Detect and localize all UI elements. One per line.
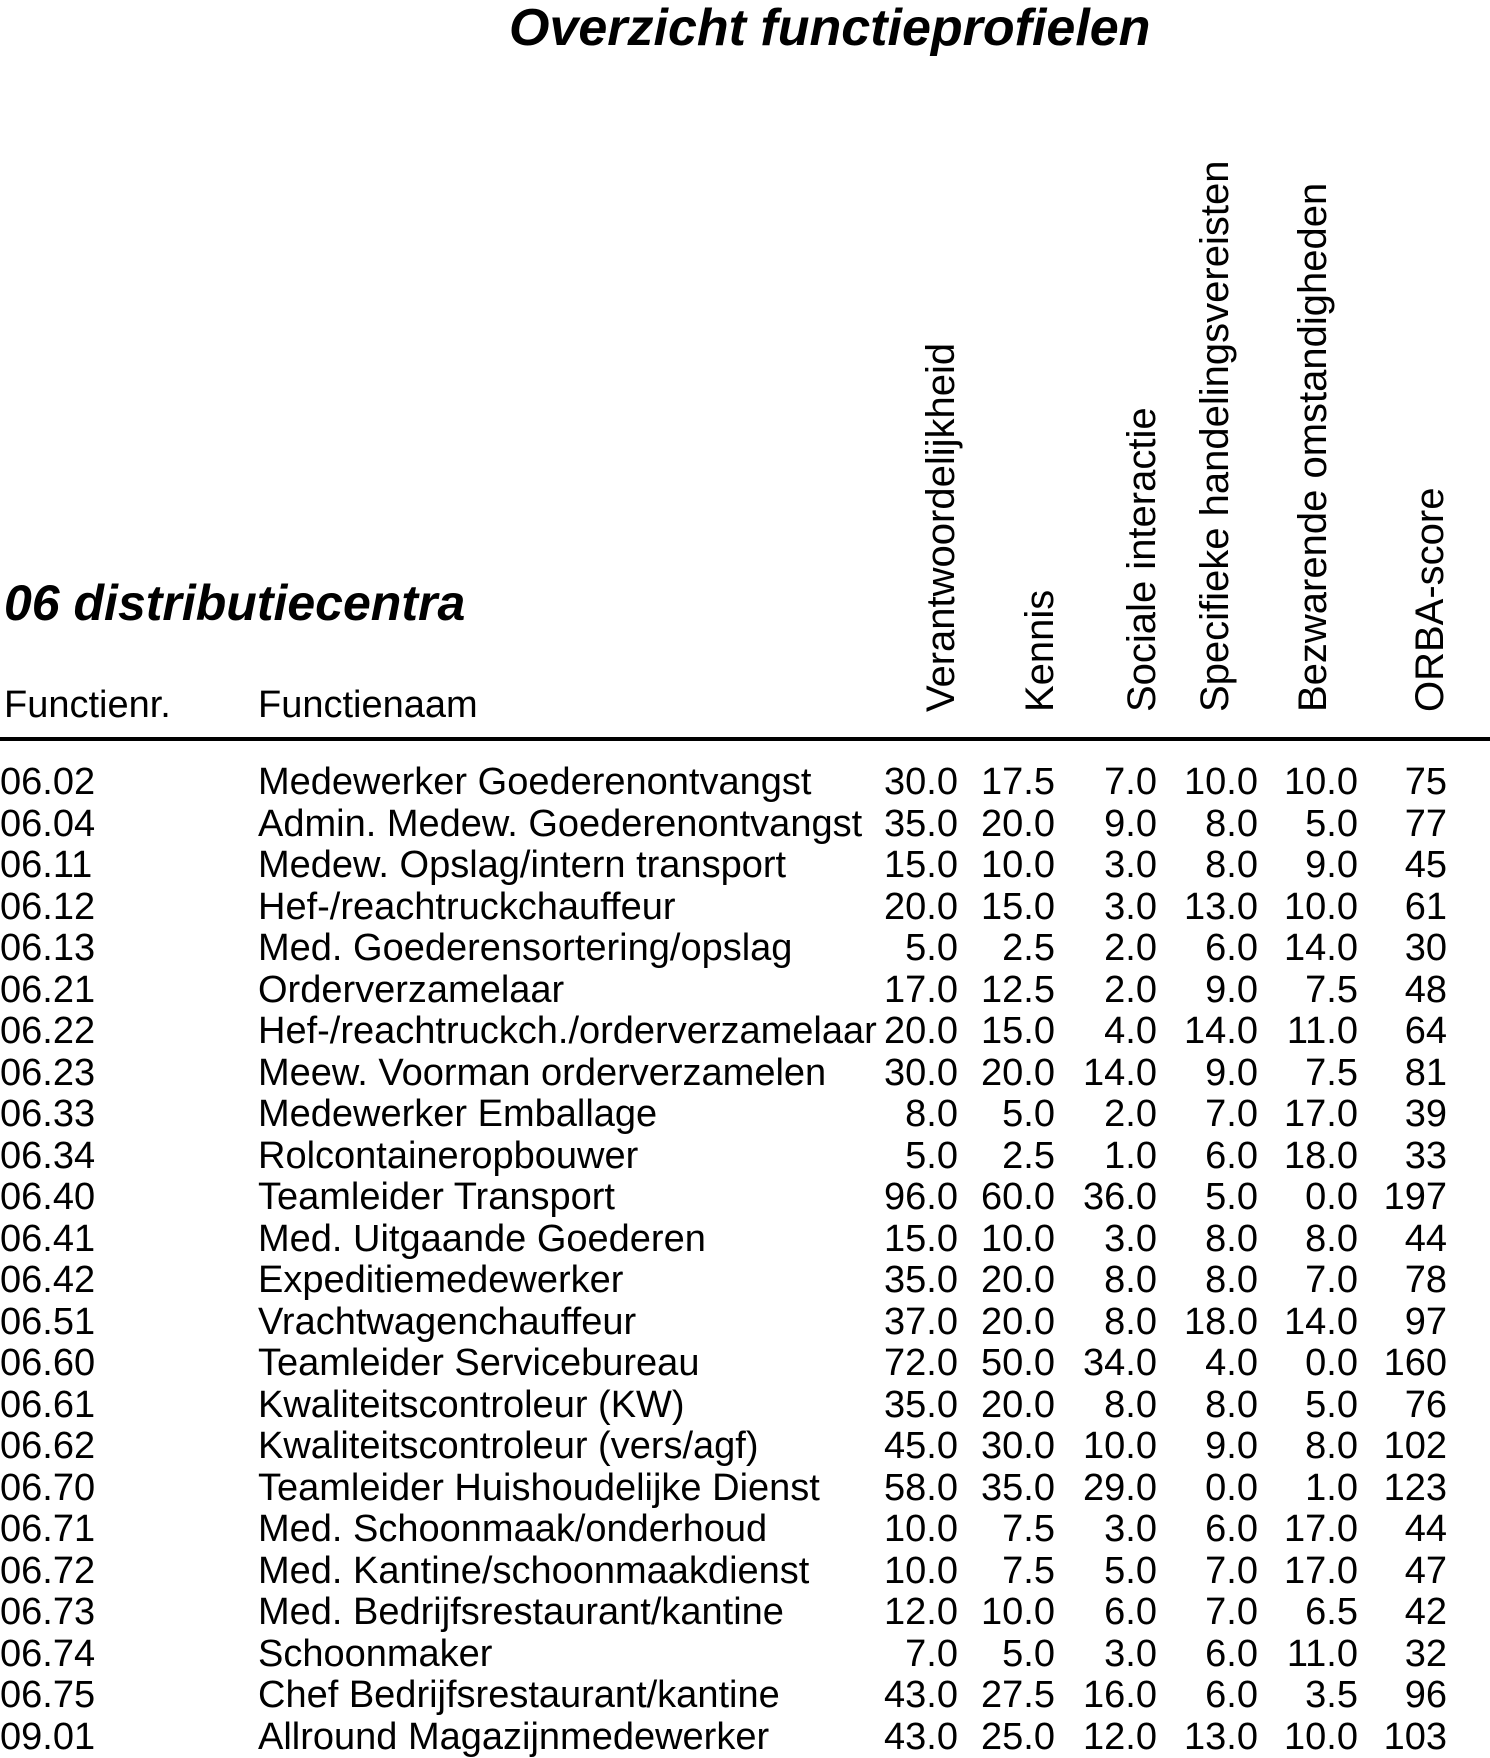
functienr-cell: 06.62 [0,1426,258,1468]
table-row [0,970,1447,1012]
functienr-cell: 06.41 [0,1219,258,1261]
score-cell: 5.0 [1157,1177,1258,1219]
column-header-orba-score: ORBA-score [1410,488,1450,713]
score-cell: 78 [1358,1260,1447,1302]
score-cell: 17.0 [1258,1509,1358,1551]
functienaam-cell: Medewerker Emballage [258,1094,860,1136]
functienaam-cell: Med. Bedrijfsrestaurant/kantine [258,1592,860,1634]
functienr-cell: 06.70 [0,1468,258,1510]
score-cell: 76 [1358,1385,1447,1427]
score-cell: 1.0 [1258,1468,1358,1510]
score-cell: 10.0 [860,1551,958,1593]
score-cell: 6.0 [1157,1634,1258,1676]
score-cell: 77 [1358,804,1447,846]
table-row [0,1053,1447,1095]
table-row [0,1011,1447,1053]
score-cell: 10.0 [1258,1717,1358,1758]
score-cell: 10.0 [1055,1426,1157,1468]
score-cell: 3.0 [1055,1634,1157,1676]
functienaam-cell: Teamleider Servicebureau [258,1343,860,1385]
score-cell: 3.0 [1055,1509,1157,1551]
table-row [0,1219,1447,1261]
functienaam-cell: Rolcontaineropbouwer [258,1136,860,1178]
score-cell: 6.0 [1157,1509,1258,1551]
score-cell: 160 [1358,1343,1447,1385]
score-cell: 35.0 [860,1260,958,1302]
score-cell: 60.0 [958,1177,1055,1219]
score-cell: 9.0 [1157,1426,1258,1468]
score-cell: 8.0 [1258,1219,1358,1261]
functienaam-cell: Medew. Opslag/intern transport [258,845,860,887]
functienaam-cell: Schoonmaker [258,1634,860,1676]
table-row [0,1302,1447,1344]
score-cell: 10.0 [1258,887,1358,929]
functienr-cell: 06.22 [0,1011,258,1053]
score-cell: 102 [1358,1426,1447,1468]
score-cell: 35.0 [860,804,958,846]
score-cell: 2.0 [1055,928,1157,970]
score-cell: 2.5 [958,928,1055,970]
functienr-cell: 06.74 [0,1634,258,1676]
score-cell: 6.0 [1055,1592,1157,1634]
functienr-cell: 06.13 [0,928,258,970]
score-cell: 8.0 [1157,1219,1258,1261]
functienaam-cell: Med. Goederensortering/opslag [258,928,860,970]
score-cell: 5.0 [1055,1551,1157,1593]
functienaam-cell: Kwaliteitscontroleur (KW) [258,1385,860,1427]
table-row [0,1468,1447,1510]
functienr-cell: 06.33 [0,1094,258,1136]
score-cell: 96 [1358,1675,1447,1717]
score-cell: 12.0 [860,1592,958,1634]
functienr-cell: 06.12 [0,887,258,929]
score-cell: 7.5 [1258,1053,1358,1095]
score-cell: 7.5 [958,1551,1055,1593]
table-row [0,1717,1447,1758]
score-cell: 3.0 [1055,887,1157,929]
score-cell: 7.0 [1055,762,1157,804]
functienr-cell: 06.71 [0,1509,258,1551]
score-cell: 30 [1358,928,1447,970]
score-cell: 5.0 [860,928,958,970]
score-cell: 17.5 [958,762,1055,804]
score-cell: 9.0 [1258,845,1358,887]
score-cell: 3.0 [1055,845,1157,887]
score-cell: 12.5 [958,970,1055,1012]
score-cell: 0.0 [1258,1343,1358,1385]
functienr-cell: 06.42 [0,1260,258,1302]
score-cell: 20.0 [958,804,1055,846]
functienr-cell: 06.02 [0,762,258,804]
score-cell: 0.0 [1258,1177,1358,1219]
score-cell: 17.0 [1258,1551,1358,1593]
score-cell: 64 [1358,1011,1447,1053]
score-cell: 4.0 [1055,1011,1157,1053]
column-header-bezwarende-omstandigheden: Bezwarende omstandigheden [1293,183,1333,712]
score-cell: 11.0 [1258,1011,1358,1053]
table-row [0,1551,1447,1593]
score-cell: 7.0 [1258,1260,1358,1302]
functienaam-cell: Expeditiemedewerker [258,1260,860,1302]
score-cell: 18.0 [1157,1302,1258,1344]
functienr-cell: 06.34 [0,1136,258,1178]
score-cell: 5.0 [1258,804,1358,846]
score-cell: 7.0 [1157,1592,1258,1634]
score-cell: 35.0 [958,1468,1055,1510]
score-cell: 10.0 [958,845,1055,887]
column-header-functienaam: Functienaam [258,686,478,724]
score-cell: 61 [1358,887,1447,929]
functienr-cell: 09.01 [0,1717,258,1758]
score-cell: 10.0 [958,1219,1055,1261]
score-cell: 97 [1358,1302,1447,1344]
functienaam-cell: Med. Uitgaande Goederen [258,1219,860,1261]
functienaam-cell: Med. Schoonmaak/onderhoud [258,1509,860,1551]
score-cell: 5.0 [958,1634,1055,1676]
functienaam-cell: Allround Magazijnmedewerker [258,1717,860,1758]
table-row [0,845,1447,887]
score-cell: 35.0 [860,1385,958,1427]
score-cell: 9.0 [1157,970,1258,1012]
score-cell: 5.0 [958,1094,1055,1136]
table-row [0,1634,1447,1676]
score-cell: 10.0 [1157,762,1258,804]
score-cell: 7.0 [1157,1094,1258,1136]
score-cell: 3.5 [1258,1675,1358,1717]
table-row [0,887,1447,929]
score-cell: 11.0 [1258,1634,1358,1676]
score-cell: 17.0 [860,970,958,1012]
functienaam-cell: Med. Kantine/schoonmaakdienst [258,1551,860,1593]
score-cell: 30.0 [958,1426,1055,1468]
score-cell: 43.0 [860,1675,958,1717]
functienr-cell: 06.51 [0,1302,258,1344]
score-cell: 47 [1358,1551,1447,1593]
score-cell: 14.0 [1258,928,1358,970]
table-row [0,1177,1447,1219]
table-row [0,762,1447,804]
score-cell: 103 [1358,1717,1447,1758]
score-cell: 15.0 [958,887,1055,929]
functienr-cell: 06.75 [0,1675,258,1717]
score-cell: 72.0 [860,1343,958,1385]
score-cell: 197 [1358,1177,1447,1219]
table-row [0,1592,1447,1634]
score-cell: 43.0 [860,1717,958,1758]
score-cell: 75 [1358,762,1447,804]
score-cell: 42 [1358,1592,1447,1634]
header-divider-line [0,737,1490,741]
score-cell: 6.0 [1157,928,1258,970]
column-header-sociale-interactie: Sociale interactie [1122,407,1162,712]
score-cell: 32 [1358,1634,1447,1676]
score-cell: 30.0 [860,762,958,804]
functienr-cell: 06.73 [0,1592,258,1634]
score-cell: 123 [1358,1468,1447,1510]
score-cell: 5.0 [1258,1385,1358,1427]
score-cell: 25.0 [958,1717,1055,1758]
score-cell: 27.5 [958,1675,1055,1717]
score-cell: 10.0 [958,1592,1055,1634]
score-cell: 8.0 [1055,1385,1157,1427]
score-cell: 0.0 [1157,1468,1258,1510]
functienaam-cell: Orderverzamelaar [258,970,860,1012]
score-cell: 10.0 [1258,762,1358,804]
functienaam-cell: Chef Bedrijfsrestaurant/kantine [258,1675,860,1717]
score-cell: 20.0 [860,887,958,929]
score-cell: 16.0 [1055,1675,1157,1717]
functienr-cell: 06.72 [0,1551,258,1593]
score-cell: 8.0 [1157,1385,1258,1427]
functienaam-cell: Medewerker Goederenontvangst [258,762,860,804]
column-header-functienr: Functienr. [4,686,171,724]
score-cell: 39 [1358,1094,1447,1136]
score-cell: 37.0 [860,1302,958,1344]
functienaam-cell: Teamleider Transport [258,1177,860,1219]
score-cell: 8.0 [1157,845,1258,887]
score-cell: 17.0 [1258,1094,1358,1136]
score-cell: 13.0 [1157,1717,1258,1758]
score-cell: 7.5 [1258,970,1358,1012]
functienr-cell: 06.40 [0,1177,258,1219]
score-cell: 20.0 [958,1302,1055,1344]
score-cell: 13.0 [1157,887,1258,929]
table-row [0,1260,1447,1302]
score-cell: 58.0 [860,1468,958,1510]
score-cell: 2.0 [1055,1094,1157,1136]
score-cell: 9.0 [1055,804,1157,846]
score-cell: 50.0 [958,1343,1055,1385]
score-cell: 44 [1358,1219,1447,1261]
score-cell: 3.0 [1055,1219,1157,1261]
page-title: Overzicht functieprofielen [509,0,1150,57]
score-cell: 7.5 [958,1509,1055,1551]
score-cell: 18.0 [1258,1136,1358,1178]
score-cell: 15.0 [860,845,958,887]
score-cell: 34.0 [1055,1343,1157,1385]
functienaam-cell: Admin. Medew. Goederenontvangst [258,804,860,846]
score-cell: 7.0 [860,1634,958,1676]
functienr-cell: 06.61 [0,1385,258,1427]
score-cell: 1.0 [1055,1136,1157,1178]
table-row [0,1094,1447,1136]
section-heading: 06 distributiecentra [4,578,465,628]
functienaam-cell: Hef-/reachtruckchauffeur [258,887,860,929]
score-cell: 6.5 [1258,1592,1358,1634]
functienaam-cell: Teamleider Huishoudelijke Dienst [258,1468,860,1510]
table-row [0,1385,1447,1427]
score-cell: 5.0 [860,1136,958,1178]
column-header-verantwoordelijkheid: Verantwoordelijkheid [921,343,961,712]
score-cell: 15.0 [860,1219,958,1261]
score-cell: 14.0 [1258,1302,1358,1344]
score-cell: 20.0 [958,1260,1055,1302]
score-cell: 45.0 [860,1426,958,1468]
column-header-kennis: Kennis [1020,590,1060,712]
function-profiles-table [0,762,1447,1758]
score-cell: 8.0 [1055,1302,1157,1344]
score-cell: 8.0 [1157,804,1258,846]
score-cell: 4.0 [1157,1343,1258,1385]
score-cell: 12.0 [1055,1717,1157,1758]
score-cell: 10.0 [860,1509,958,1551]
profile-table-body [0,762,1447,1758]
score-cell: 81 [1358,1053,1447,1095]
score-cell: 20.0 [958,1385,1055,1427]
column-header-specifieke-handelingsvereisten: Specifieke handelingsvereisten [1195,161,1235,712]
score-cell: 9.0 [1157,1053,1258,1095]
score-cell: 29.0 [1055,1468,1157,1510]
score-cell: 8.0 [1157,1260,1258,1302]
functienaam-cell: Kwaliteitscontroleur (vers/agf) [258,1426,860,1468]
functienaam-cell: Vrachtwagenchauffeur [258,1302,860,1344]
table-row [0,1426,1447,1468]
score-cell: 8.0 [860,1094,958,1136]
functienr-cell: 06.04 [0,804,258,846]
functienr-cell: 06.23 [0,1053,258,1095]
score-cell: 36.0 [1055,1177,1157,1219]
functienr-cell: 06.21 [0,970,258,1012]
score-cell: 44 [1358,1509,1447,1551]
score-cell: 8.0 [1055,1260,1157,1302]
score-cell: 6.0 [1157,1136,1258,1178]
functienaam-cell: Hef-/reachtruckch./orderverzamelaar [258,1011,860,1053]
functienr-cell: 06.11 [0,845,258,887]
score-cell: 20.0 [860,1011,958,1053]
score-cell: 30.0 [860,1053,958,1095]
table-row [0,1343,1447,1385]
score-cell: 33 [1358,1136,1447,1178]
score-cell: 2.5 [958,1136,1055,1178]
score-cell: 7.0 [1157,1551,1258,1593]
score-cell: 20.0 [958,1053,1055,1095]
score-cell: 14.0 [1157,1011,1258,1053]
table-row [0,1509,1447,1551]
table-row [0,1136,1447,1178]
table-row [0,804,1447,846]
score-cell: 8.0 [1258,1426,1358,1468]
score-cell: 14.0 [1055,1053,1157,1095]
score-cell: 15.0 [958,1011,1055,1053]
score-cell: 45 [1358,845,1447,887]
score-cell: 96.0 [860,1177,958,1219]
table-row [0,928,1447,970]
score-cell: 6.0 [1157,1675,1258,1717]
table-row [0,1675,1447,1717]
functienaam-cell: Meew. Voorman orderverzamelen [258,1053,860,1095]
score-cell: 48 [1358,970,1447,1012]
functienr-cell: 06.60 [0,1343,258,1385]
score-cell: 2.0 [1055,970,1157,1012]
